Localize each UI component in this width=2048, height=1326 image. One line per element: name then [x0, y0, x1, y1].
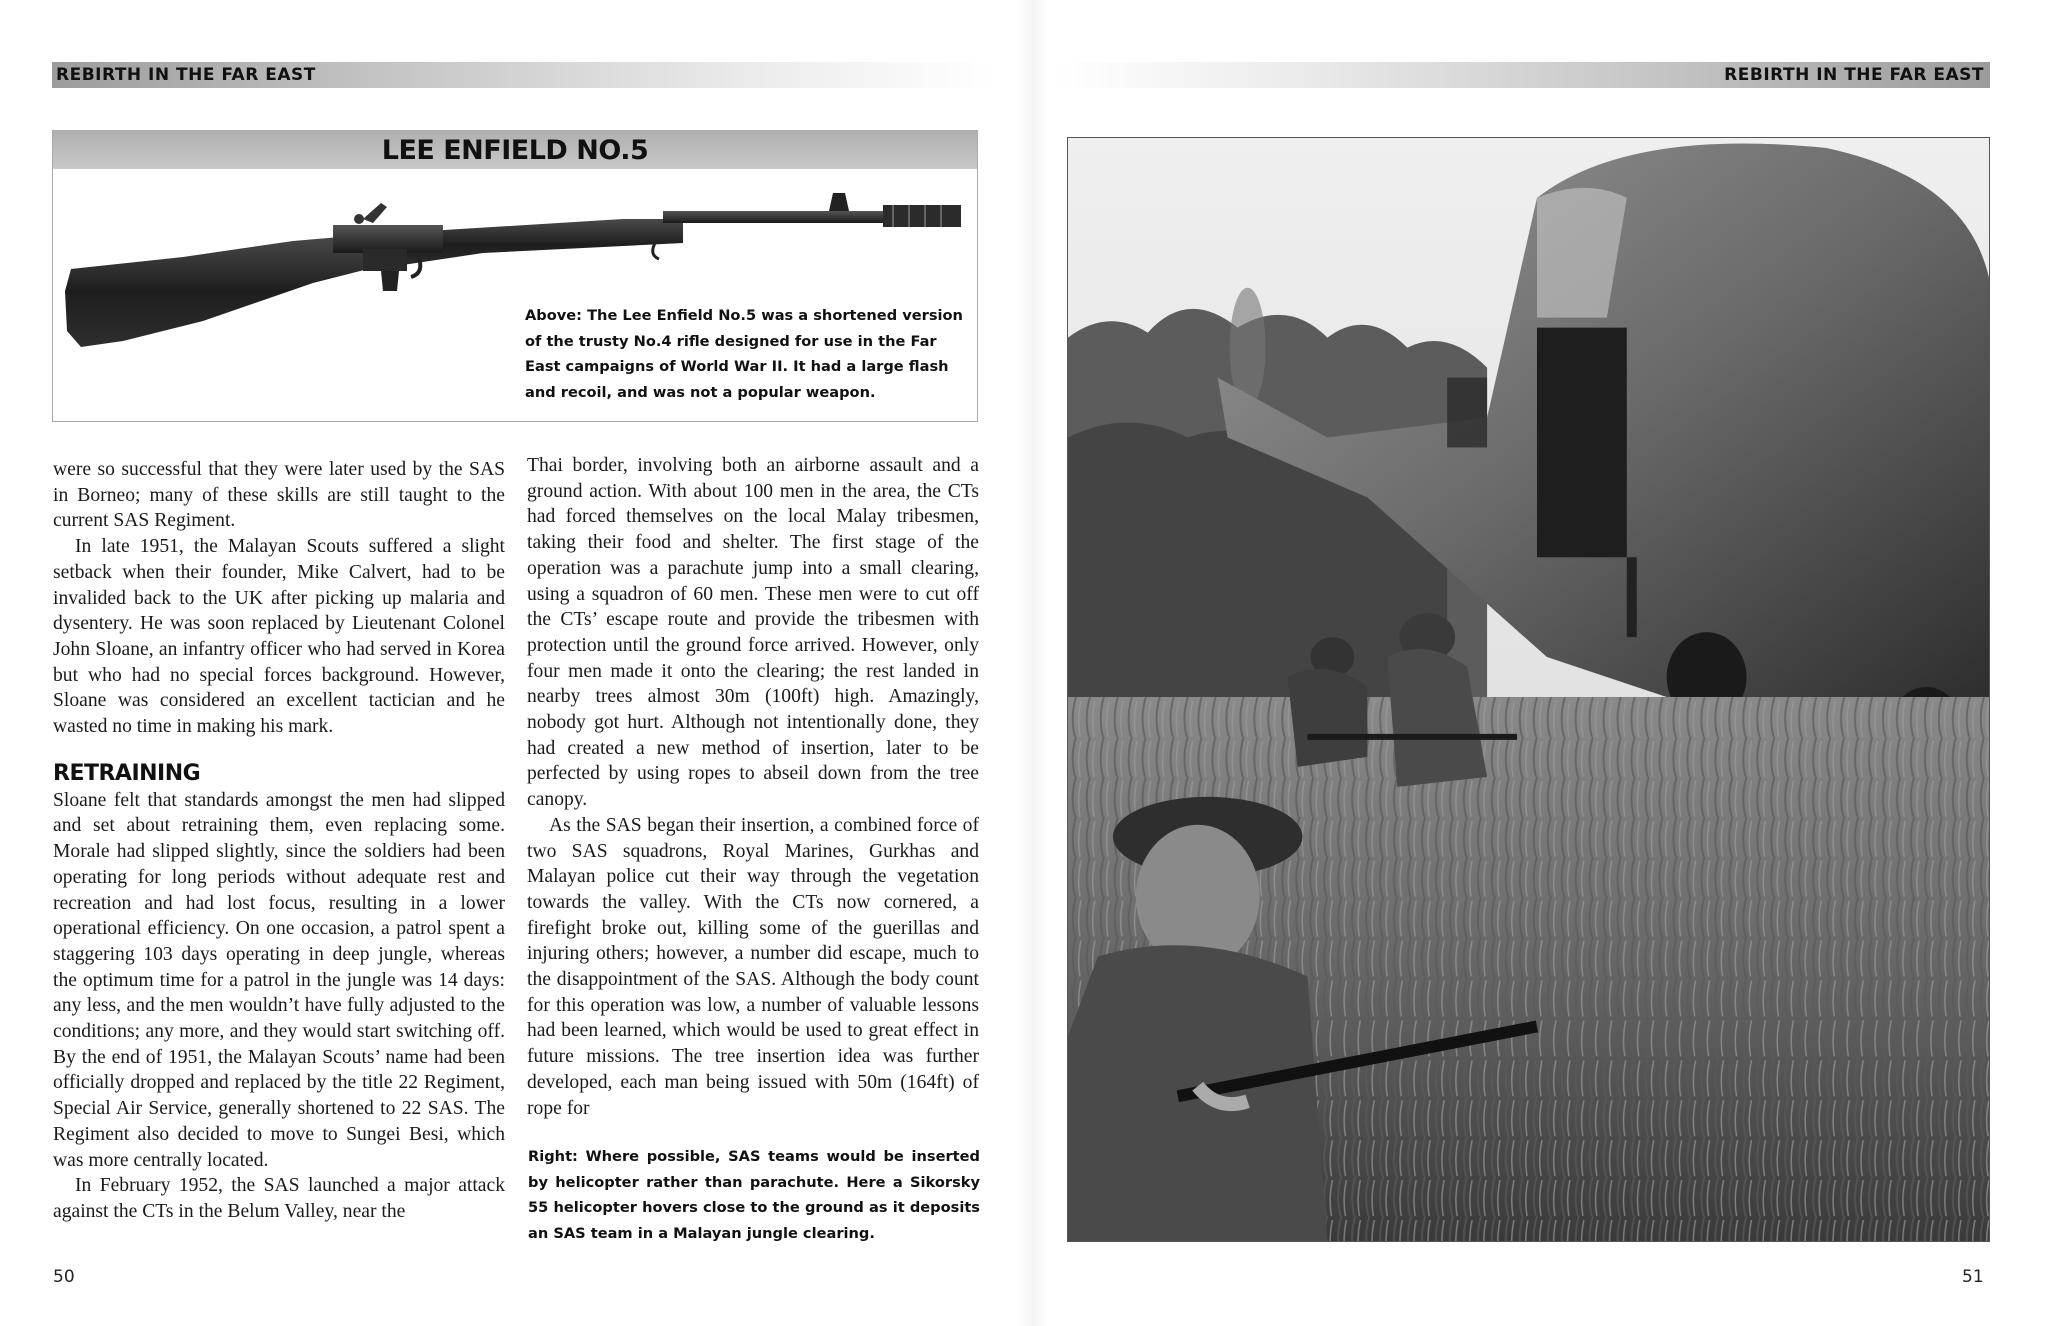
body-paragraph: As the SAS began their insertion, a combined force of two SAS squadrons, Royal Marines, Gurkhas and Malayan police cut their way through the vegetation towards the valley. With the CTs now cornered, a firefight broke out, killing some of the guerillas and injuring others; however, a number did escape, much to the disappointment of the SAS. Although the body count for this operation was low, a number of valuable lessons had been learned, which would be used to great effect in future missions. The tree insertion idea was further developed, each man being issued with 50m (164ft) of rope for: [527, 814, 979, 1119]
rifle-caption: Above: The Lee Enfield No.5 was a shortened version of the trusty No.4 rifle designed for use in the Far East campaigns of World War II. It had a large flash and recoil, and was not a popular weapon.: [525, 307, 963, 401]
body-paragraph: Thai border, involving both an airborne assault and a ground action. With about 100 men in the area, the CTs had forced themselves on the local Malay tribesmen, taking their food and shelter. The first stage of the operation was a parachute jump into a small clearing, using a squadron of 60 men. These men were to cut off the CTs’ escape route and provide the tribesmen with protection until the ground force arrived. However, only four men made it onto the clearing; the rest landed in nearby trees almost 30m (100ft) high. Amazingly, nobody got hurt. Although not intentionally done, they had created a new method of insertion, later to be perfected by using ropes to abseil down from the tree canopy.: [527, 455, 979, 811]
running-header-left-text: REBIRTH IN THE FAR EAST: [56, 65, 316, 85]
body-paragraph: In late 1951, the Malayan Scouts suffered a slight setback when their founder, Mike Calvert, had to be invalided back to the UK after picking up malaria and dysentery. He was soon replaced by Lieutenant Colonel John Sloane, an infantry officer who had served in Korea but who had no special forces background. However, Sloane was considered an excellent tactician and he wasted no time in making his mark.: [53, 536, 505, 738]
running-header-left: [52, 62, 992, 88]
body-paragraph: In February 1952, the SAS launched a major attack against the CTs in the Belum Valley, near the: [53, 1175, 505, 1222]
rifle-box-title: LEE ENFIELD NO.5: [53, 131, 977, 169]
rifle-sidebar-box: [52, 130, 978, 422]
text-column-left: [53, 457, 505, 1225]
text-column-right: [527, 453, 979, 1121]
page-number-right: 51: [1962, 1267, 1984, 1287]
photo-caption: Right: Where possible, SAS teams would be inserted by helicopter rather than parachute. Here a Sikorsky 55 helicopter hovers close to the ground as it deposits an SAS team in a Malayan jungle clearing.: [528, 1148, 980, 1242]
helicopter-photo-illustration: [1068, 138, 1989, 1241]
page-gutter: [1018, 0, 1048, 1326]
body-paragraph: were so successful that they were later used by the SAS in Borneo; many of these skills are still taught to the current SAS Regiment.: [53, 459, 505, 532]
running-header-right: [1056, 62, 1990, 88]
helicopter-photo: [1067, 137, 1990, 1242]
page-number-left: 50: [53, 1267, 75, 1287]
section-subhead: RETRAINING: [53, 760, 201, 786]
running-header-right-text: REBIRTH IN THE FAR EAST: [1724, 65, 1984, 85]
body-paragraph: Sloane felt that standards amongst the men had slipped and set about retraining them, even replacing some. Morale had slipped slightly, since the soldiers had been operating for long periods without adequate rest and recreation and had lost focus, resulting in a lower operational efficiency. On one occasion, a patrol spent a staggering 103 days operating in deep jungle, whereas the optimum time for a patrol in the jungle was 14 days: any less, and the men wouldn’t have fully adjusted to the conditions; any more, and they would start switching off. By the end of 1951, the Malayan Scouts’ name had been officially dropped and replaced by the title 22 Regiment, Special Air Service, generally shortened to 22 SAS. The Regiment also decided to move to Sungei Besi, which was more centrally located.: [53, 789, 505, 1171]
